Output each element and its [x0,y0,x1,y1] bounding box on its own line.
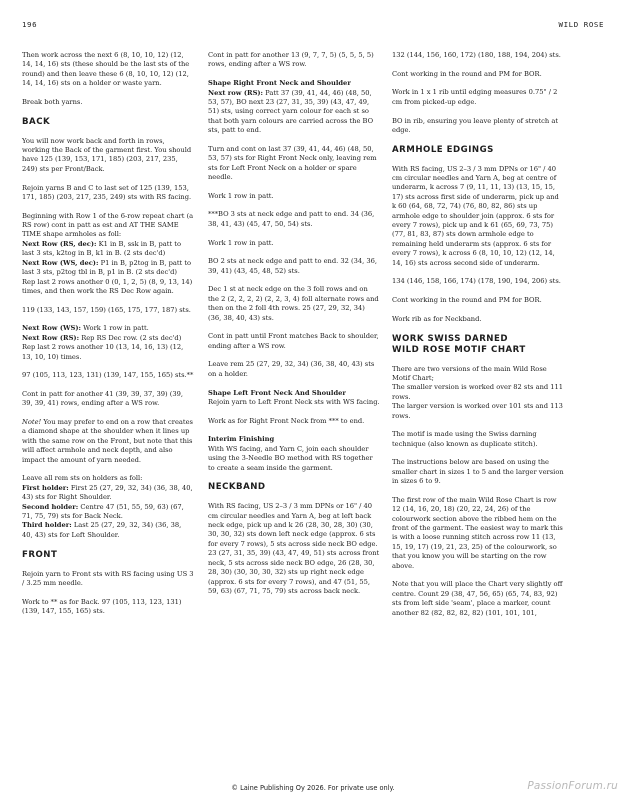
paragraph: Work 1 row in patt. [208,191,274,200]
instruction-row [208,89,380,136]
row-text: Rep RS Dec row. (2 sts dec'd) [79,333,182,342]
note-label: Note! [22,418,42,427]
holder-text: First 25 (27, 29, 32, 34) (36, 38, 40, 43) sts for Right Shoulder. [22,483,193,502]
section-heading-back: BACK [22,116,51,127]
page-number: 196 [22,20,38,29]
instruction-row [22,324,194,333]
paragraph: The instructions below are based on using the smaller chart in sizes 1 to 5 and the larger version in sizes 6 to 9. [392,458,564,486]
paragraph: Leave rem 25 (27, 29, 32, 34) (36, 38, 40, 43) sts on a holder. [208,360,375,378]
note-paragraph [22,418,194,465]
paragraph: There are two versions of the main Wild Rose Motif Chart; The smaller version is worked over 82 sts and 111 rows. The larger version is worked over 101 sts and 113 rows. [392,364,564,420]
copyright-footer: © Laine Publishing Oy 2026. For private use only. [231,784,395,792]
paragraph: Beginning with Row 1 of the 6-row repeat chart (a RS row) cont in patt as est and AT THE SAME TIME shape armholes as foll: [22,211,194,239]
paragraph: With WS facing, and Yarn C, join each shoulder using the 3-Needle BO method with RS together to create a seam inside the garment. [208,444,373,472]
paragraph: You will now work back and forth in rows, working the Back of the garment first. You should have 125 (139, 153, 171, 185) (203, 217, 235, 249) sts per Front/Back. [22,136,192,173]
subheading-left-front-neck: Shape Left Front Neck And Shoulder [208,388,346,397]
instruction-row [22,334,194,343]
paragraph: Rejoin yarns B and C to last set of 125 (139, 153, 171, 185) (203, 217, 235, 249) sts with RS facing. [22,183,192,201]
paragraph: Cont in patt for another 13 (9, 7, 7, 5) (5, 5, 5, 5) rows, ending after a WS row. [208,51,374,69]
paragraph: Note that you will place the Chart very slightly off centre. Count 29 (38, 47, 56, 65) (65, 74, 83, 92) sts from left side 'seam', place a marker, count another 82 (82, 82, 82, 82) (101, 101, 101, [392,580,563,617]
row-label: Next Row (WS, dec): [22,258,99,267]
paragraph: ***BO 3 sts at neck edge and patt to end. 34 (36, 38, 41, 43) (45, 47, 50, 54) sts. [208,210,375,228]
paragraph: Cont working in the round and PM for BOR. [392,69,542,78]
column-middle [208,51,380,606]
watermark: PassionForum.ru [527,780,618,792]
paragraph: Break both yarns. [22,97,83,106]
holder-label: First holder: [22,483,69,492]
column-right [392,51,564,627]
row-text: P1 in B, p2tog in B, patt to last 3 sts, p2tog tbl in B, p1 in B. (2 sts dec'd) [22,258,192,277]
stitch-count: 119 (133, 143, 157, 159) (165, 175, 177, 187) sts. [22,305,191,314]
holder-text: Last 25 (27, 29, 32, 34) (36, 38, 40, 43) sts for Left Shoulder. [22,521,182,539]
paragraph: BO 2 sts at neck edge and patt to end. 32 (34, 36, 39, 41) (43, 45, 48, 52) sts. [208,257,378,275]
row-label: Next Row (WS): [22,324,82,333]
paragraph: With RS facing, US 2–3 / 3 mm DPNs or 16" / 40 cm circular needles and Yarn A, beg at left back neck edge, pick up and k 26 (28, 30, 28, 30) (30, 30, 30, 32) sts down left neck edge (approx. 6 sts for every 7 rows), 5 sts across side neck BO edge. 23 (27, 31, 35, 39) (43, 47, 49, 51) sts across front neck, 5 sts across side neck BO edge, 26 (28, 30, 28, 30) (30, 30, 30, 32) sts up right neck edge (approx. 6 sts for every 7 rows), and 47 (51, 55, 59, 63) (67, 71, 75, 79) sts across back neck. [208,502,380,595]
paragraph: Rep last 2 rows another 0 (0, 1, 2, 5) (8, 9, 13, 14) times, and then work the RS Dec Row again. [22,277,193,295]
stitch-count: 132 (144, 156, 160, 172) (180, 188, 194, 204) sts. [392,51,561,59]
paragraph: Dec 1 st at neck edge on the 3 foll rows and on the 2 (2, 2, 2, 2) (2, 2, 3, 4) foll alternate rows and then on the 2 foll 4th rows. 25 (27, 29, 32, 34) (36, 38, 40, 43) sts. [208,285,379,322]
paragraph: Turn and cont on last 37 (39, 41, 44, 46) (48, 50, 53, 57) sts for Right Front Neck only, leaving rem sts for Left Front Neck on a holder or spare needle. [208,144,377,182]
subheading-interim-finishing: Interim Finishing [208,435,275,444]
paragraph: Rejoin yarn to Left Front Neck sts with WS facing. [208,397,380,406]
pattern-title: WILD ROSE [558,20,604,29]
paragraph: The motif is made using the Swiss darning technique (also known as duplicate stitch). [392,430,538,448]
paragraph: Work in 1 x 1 rib until edging measures 0.75" / 2 cm from picked-up edge. [392,88,558,106]
stitch-count: 97 (105, 113, 123, 131) (139, 147, 155, 165) sts.** [22,371,194,380]
holder-line [22,503,194,522]
paragraph: BO in rib, ensuring you leave plenty of stretch at edge. [392,116,559,134]
note-text: You may prefer to end on a row that creates a diamond shape at the shoulder when it lines up with the same row on the Front, but note that this will affect armhole and neck depth, and also impact the amount of yarn needed. [22,418,193,464]
row-label: Next row (RS): [208,88,264,97]
row-text: K1 in B, ssk in B, patt to last 3 sts, k2tog in B, k1 in B. (2 sts dec'd) [22,239,181,258]
paragraph: Work rib as for Neckband. [392,314,482,323]
holder-label: Third holder: [22,521,72,530]
subheading-right-front-neck: Shape Right Front Neck and Shoulder [208,79,351,88]
paragraph: Rep last 2 rows another 10 (13, 14, 16, 13) (12, 13, 10, 10) times. [22,343,184,361]
stitch-count: 134 (146, 158, 166, 174) (178, 190, 194, 206) sts. [392,277,561,286]
instruction-row [22,259,194,278]
holder-line [22,521,194,540]
row-label: Next Row (RS): [22,333,80,342]
row-text: Work 1 row in patt. [81,324,149,333]
paragraph: Work 1 row in patt. [208,238,274,247]
paragraph: Cont working in the round and PM for BOR. [392,296,542,305]
column-left [22,51,194,626]
holder-line [22,484,194,503]
paragraph: Rejoin yarn to Front sts with RS facing using US 3 / 3.25 mm needle. [22,569,194,587]
section-heading-swiss-darned: WORK SWISS DARNED WILD ROSE MOTIF CHART [392,333,526,355]
paragraph: Work to ** as for Back. 97 (105, 113, 123, 131) (139, 147, 155, 165) sts. [22,597,182,616]
paragraph: Cont in patt until Front matches Back to shoulder, ending after a WS row. [208,332,379,350]
paragraph: Cont in patt for another 41 (39, 39, 37, 39) (39, 39, 39, 41) rows, ending after a WS row. [22,389,184,408]
paragraph: Leave all rem sts on holders as foll: [22,474,143,483]
section-heading-neckband: NECKBAND [208,482,266,493]
holder-label: Second holder: [22,502,79,511]
section-heading-armhole-edgings: ARMHOLE EDGINGS [392,144,494,155]
holder-text: Centre 47 (51, 55, 59, 63) (67, 71, 75, 79) sts for Back Neck. [22,502,184,520]
row-text: Patt 37 (39, 41, 44, 46) (48, 50, 53, 57), BO next 23 (27, 31, 35, 39) (43, 47, 49, 51) sts, using correct yarn colour for each st so that both yarn colours are carried across the BO sts, patt to end. [208,88,374,135]
paragraph: With RS facing, US 2–3 / 3 mm DPNs or 16" / 40 cm circular needles and Yarn A, beg at centre of underarm, k across 7 (9, 11, 11, 13) (13, 15, 15, 17) sts across first side of underarm, pick up and k 60 (64, 68, 72, 74) (76, 80, 82, 86) sts up armhole edge to shoulder join (approx. 6 sts for every 7 rows), pick up and k 61 (65, 69, 73, 75) (77, 81, 83, 87) sts down armhole edge to remaining held underarm sts (approx. 6 sts for every 7 rows), k across 6 (8, 10, 10, 12) (12, 14, 14, 16) sts across second side of underarm. [392,164,559,267]
section-heading-front: FRONT [22,549,58,560]
paragraph: Then work across the next 6 (8, 10, 10, 12) (12, 14, 14, 16) sts (these should be the last sts of the round) and then leave these 6 (8, 10, 10, 12) (12, 14, 14, 16) sts on a holder or waste yarn. [22,51,190,88]
instruction-row [22,240,194,259]
page-header [22,20,604,32]
row-label: Next Row (RS, dec): [22,239,97,248]
paragraph: Work as for Right Front Neck from *** to end. [208,416,365,425]
paragraph: The first row of the main Wild Rose Chart is row 12 (14, 16, 20, 18) (20, 22, 24, 26) of the colourwork section above the ribbed hem on the front of the garment. The easiest way to mark this is with a loose running stitch across row 11 (13, 15, 19, 17) (19, 21, 23, 25) of the colourwork, so that you know you will be starting on the row above. [392,495,563,570]
